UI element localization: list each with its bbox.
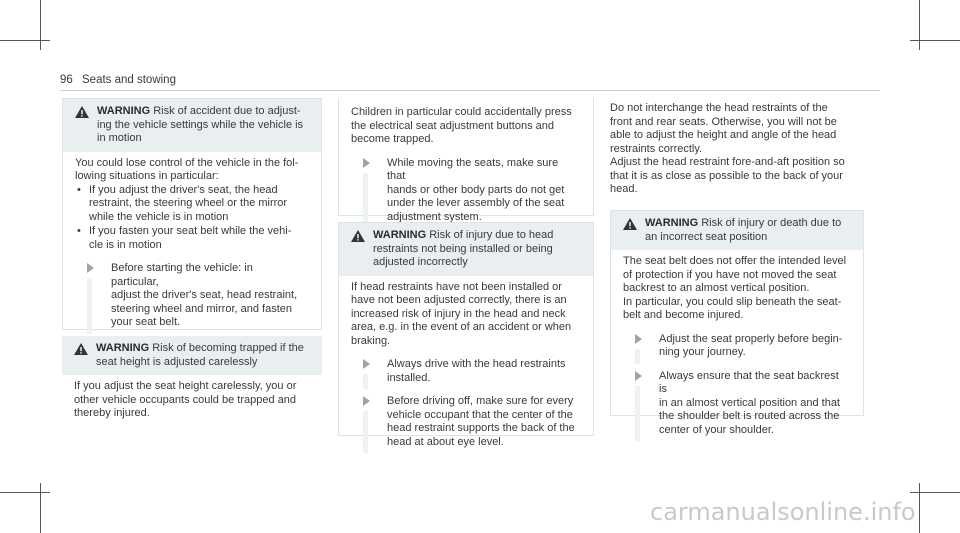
warning-icon [351, 230, 365, 242]
step-bar [363, 411, 368, 453]
list-item-text: • If you fasten your seat belt while the vehi- [89, 225, 292, 237]
list-item [89, 225, 311, 252]
list-item [89, 184, 311, 225]
paragraph: thereby injured. [74, 407, 150, 419]
step-text: Always ensure that the seat backrest is [659, 369, 839, 395]
list-item-text: restraint, the steering wheel or the mirror [89, 197, 288, 209]
paragraph: head. [610, 183, 638, 195]
step-bar [363, 173, 368, 229]
step-text: head restraint supports the back of the [387, 422, 575, 434]
paragraph: that it is as close as possible to the back of your [610, 169, 843, 182]
instruction-step [623, 333, 853, 360]
paragraph: Children in particular could accidentally press [351, 106, 572, 118]
warning-icon [623, 218, 637, 230]
warning-label: WARNING [373, 229, 427, 241]
paragraph: braking. [351, 334, 391, 347]
warning-title: Risk of accident due to adjust- [153, 105, 301, 117]
warning-icon [75, 106, 89, 118]
warning-title: restraints not being installed or being [373, 242, 553, 255]
paragraph: Adjust the head restraint fore-and-aft position so [610, 156, 845, 168]
paragraph: lowing situations in particular: [75, 170, 219, 182]
header-divider [60, 90, 880, 91]
crop-mark [919, 483, 920, 533]
step-arrow-icon [635, 371, 642, 381]
warning-label: WARNING [97, 105, 151, 117]
warning-title: in motion [97, 132, 142, 144]
step-text: Before driving off, make sure for every [387, 395, 574, 407]
page-header [60, 74, 176, 88]
bullet-list [75, 184, 311, 253]
body-text [610, 102, 870, 197]
step-text: installed. [387, 371, 431, 384]
crop-mark [910, 492, 960, 493]
warning-body [339, 98, 593, 236]
warning-label: WARNING [96, 342, 150, 354]
paragraph: become trapped. [351, 133, 434, 145]
step-text: your seat belt. [111, 316, 181, 328]
step-text: ning your journey. [659, 346, 746, 358]
instruction-step [623, 370, 853, 438]
step-bar [635, 349, 640, 364]
step-text: Always drive with the head restraints [387, 358, 566, 370]
step-arrow-icon [363, 158, 370, 168]
warning-body [339, 276, 593, 462]
step-text: head at about eye level. [387, 435, 504, 448]
step-arrow-icon [87, 263, 94, 273]
paragraph: The seat belt does not offer the intended level [623, 255, 847, 267]
paragraph: other vehicle occupants could be trapped and [74, 393, 296, 406]
step-arrow-icon [635, 334, 642, 344]
page-number: 96 [60, 74, 73, 86]
step-text: adjustment system. [387, 210, 482, 223]
step-text: While moving the seats, make sure that [387, 156, 559, 182]
warning-title: adjusted incorrectly [373, 256, 468, 268]
step-text: center of your shoulder. [659, 423, 774, 436]
crop-mark [919, 0, 920, 50]
step-text: adjust the driver's seat, head restraint, [111, 289, 298, 301]
paragraph: If head restraints have not been installed or [351, 280, 562, 293]
list-item-text: while the vehicle is in motion [89, 210, 229, 223]
paragraph: belt and become injured. [623, 309, 744, 321]
step-text: steering wheel and mirror, and fasten [111, 302, 292, 315]
paragraph: front and rear seats. Otherwise, you will not be [610, 115, 837, 128]
paragraph: Do not interchange the head restraints of the [610, 102, 828, 114]
warning-box-accident [62, 98, 322, 330]
warning-box-head-restraints [338, 222, 594, 448]
step-bar [363, 374, 368, 389]
warning-header [339, 223, 593, 276]
warning-icon [74, 343, 88, 355]
warning-title: ing the vehicle settings while the vehicle is [97, 118, 304, 131]
warning-title: Risk of injury due to head [429, 229, 554, 241]
step-arrow-icon [363, 359, 370, 369]
list-item-text: • If you adjust the driver's seat, the head [89, 183, 278, 196]
warning-box-trapped [62, 336, 322, 426]
paragraph: able to adjust the height and angle of the head [610, 129, 837, 141]
warning-header [611, 211, 863, 250]
section-title: Seats and stowing [82, 74, 176, 86]
paragraph: backrest to an almost vertical position. [623, 282, 810, 294]
warning-body [62, 375, 322, 429]
warning-title: seat height is adjusted carelessly [96, 355, 258, 368]
watermark: carmanualsonline.info [650, 498, 916, 526]
step-text: under the lever assembly of the seat [387, 197, 565, 209]
warning-body [63, 152, 321, 342]
step-text: the shoulder belt is routed across the [659, 410, 840, 422]
step-bar [87, 278, 92, 334]
step-arrow-icon [363, 396, 370, 406]
crop-mark [40, 0, 41, 50]
crop-mark [40, 483, 41, 533]
paragraph: In particular, you could slip beneath the seat- [623, 295, 842, 308]
warning-body [611, 250, 863, 449]
paragraph: If you adjust the seat height carelessly, you or [74, 380, 297, 392]
warning-box-seat-position [610, 210, 864, 436]
instruction-step [75, 262, 311, 330]
paragraph: of protection if you have not moved the seat [623, 268, 837, 281]
step-text: hands or other body parts do not get [387, 183, 565, 196]
step-text: Before starting the vehicle: in particular, [111, 262, 253, 288]
crop-mark [0, 492, 50, 493]
warning-header [63, 99, 321, 152]
paragraph: increased risk of injury in the head and neck [351, 307, 566, 320]
instruction-step [351, 395, 583, 449]
paragraph: restraints correctly. [610, 142, 703, 155]
crop-mark [910, 40, 960, 41]
paragraph: You could lose control of the vehicle in the fol- [75, 156, 299, 169]
warning-header [62, 336, 322, 375]
warning-title: Risk of becoming trapped if the [152, 342, 304, 354]
paragraph: the electrical seat adjustment buttons and [351, 119, 555, 132]
warning-box-continued [338, 98, 594, 223]
step-text: Adjust the seat properly before begin- [659, 332, 843, 345]
instruction-step [351, 157, 583, 225]
list-item-text: cle is in motion [89, 238, 162, 251]
crop-mark [0, 40, 50, 41]
warning-title: an incorrect seat position [645, 230, 768, 243]
paragraph: area, e.g. in the event of an accident or when [351, 321, 572, 333]
paragraph: have not been adjusted correctly, there is an [351, 294, 567, 306]
instruction-step [351, 358, 583, 385]
warning-label: WARNING [645, 217, 699, 229]
warning-title: Risk of injury or death due to [701, 217, 842, 229]
step-text: in an almost vertical position and that [659, 396, 840, 409]
step-text: vehicle occupant that the center of the [387, 408, 573, 421]
step-bar [635, 386, 640, 442]
